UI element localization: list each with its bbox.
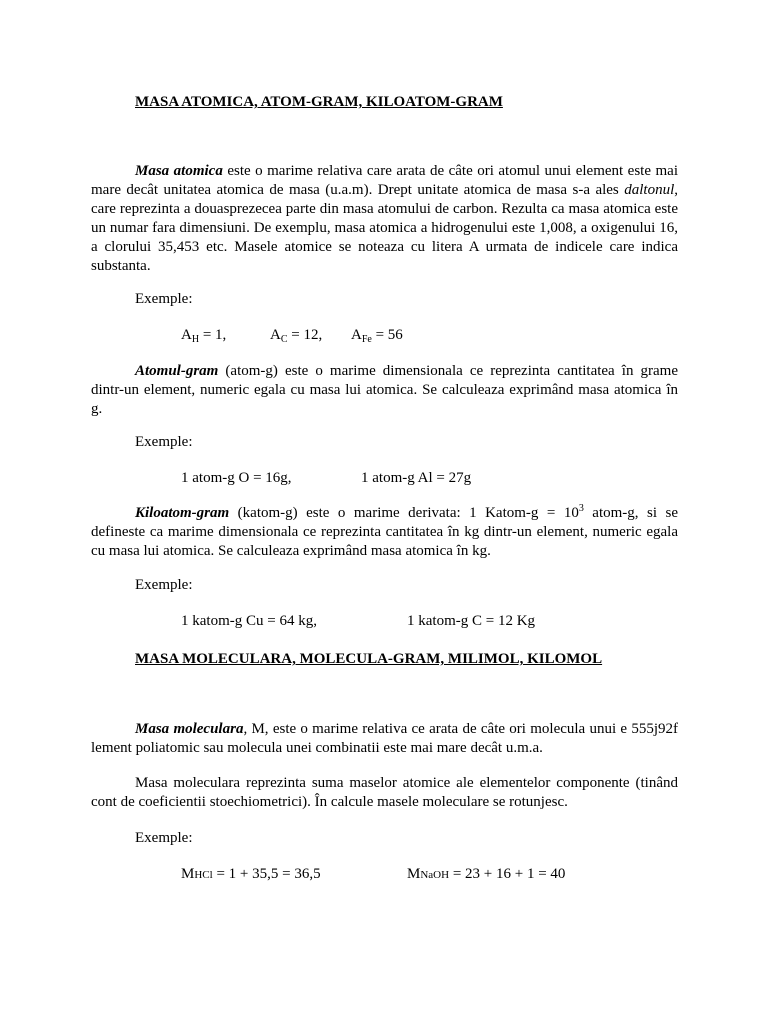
- examples-label: Exemple:: [135, 291, 193, 307]
- atomic-mass-example-fe: [351, 326, 403, 345]
- section-heading-molecular-mass: MASA MOLECULARA, MOLECULA-GRAM, MILIMOL, KILOMOL: [135, 651, 603, 667]
- text-run: este o marime relativa care arata de câte ori atomul unui element este mai: [222, 163, 678, 179]
- term-atomic-mass: Masa atomica: [135, 163, 223, 179]
- value: = 12,: [287, 327, 323, 343]
- text-run: (atom-g) este o marime dimensionala ce reprezinta cantitatea în grame: [218, 363, 678, 379]
- subscript: HCl: [194, 869, 213, 881]
- paragraph-line: g.: [91, 401, 103, 417]
- atom-gram-example-o: 1 atom-g O = 16g,: [181, 470, 292, 486]
- term-kiloatom-gram: Kiloatom-gram: [135, 505, 230, 521]
- text-run: ,: [674, 182, 678, 198]
- superscript: 3: [578, 503, 584, 514]
- paragraph-line: [91, 504, 678, 523]
- molecular-example-naoh: [407, 865, 565, 885]
- symbol: M: [407, 866, 421, 882]
- atom-gram-example-al: 1 atom-g Al = 27g: [361, 470, 472, 486]
- symbol: A: [270, 327, 281, 343]
- paragraph-line: defineste ca marime dimensionala ce reprezinta cantitatea în kg dintr-un element, numeric egala: [91, 524, 678, 540]
- atomic-mass-example-h: [181, 326, 226, 345]
- paragraph-atom-gram: [91, 362, 678, 419]
- paragraph-line: Masa moleculara reprezinta suma maselor atomice ale elementelor componente (tinând: [135, 775, 678, 791]
- paragraph-line: care reprezinta a douasprezecea parte din masa atomului de carbon. Rezulta ca masa atomica este: [91, 201, 678, 217]
- text-run: (katom-g) este o marime derivata: 1 Katom-g = 10: [229, 505, 579, 521]
- examples-label: Exemple:: [135, 434, 193, 450]
- text-run: , M, este o marime relativa ce arata de câte ori molecula unui e 555j92f: [243, 721, 678, 737]
- paragraph-line: cont de coeficientii stoechiometrici). În calcule masele moleculare se rotunjesc.: [91, 794, 568, 810]
- paragraph-line: [91, 162, 678, 181]
- text-run: mare decât unitatea atomica de masa (u.a.m). Drept unitate atomica de masa s-a ales: [91, 182, 625, 198]
- examples-label: Exemple:: [135, 830, 193, 846]
- symbol: A: [181, 327, 192, 343]
- molecular-example-hcl: [181, 865, 321, 885]
- paragraph-line: [91, 720, 678, 739]
- paragraph-kiloatom-gram: [91, 504, 678, 561]
- text-run: atom-g, si se: [583, 505, 678, 521]
- paragraph-line: substanta.: [91, 258, 151, 274]
- term-dalton: daltonul: [624, 182, 675, 198]
- paragraph-line: dintr-un element, numeric egala cu masa lui atomica. Se calculeaza exprimând masa atomica în: [91, 382, 678, 398]
- paragraph-atomic-mass: [91, 162, 678, 276]
- atomic-mass-example-c: [270, 326, 322, 345]
- paragraph-line: [91, 181, 678, 200]
- paragraph-line: a clorului 35,453 etc. Masele atomice se noteaza cu litera A urmata de indicele care indica: [91, 239, 678, 255]
- paragraph-line: cu masa lui atomica. Se calculeaza exprimând masa atomica în kg.: [91, 543, 491, 559]
- value: = 23 + 16 + 1 = 40: [449, 866, 566, 882]
- katom-example-cu: 1 katom-g Cu = 64 kg,: [181, 613, 317, 629]
- symbol: A: [351, 327, 362, 343]
- paragraph-line: lement poliatomic sau molecula unei combinatii este mai mare decât u.m.a.: [91, 740, 543, 756]
- paragraph-line: [91, 362, 678, 381]
- subscript: C: [280, 334, 288, 345]
- paragraph-molecular-mass: [91, 720, 678, 758]
- value: = 1,: [199, 327, 227, 343]
- subscript: NaOH: [420, 869, 450, 881]
- term-molecular-mass: Masa moleculara: [135, 721, 244, 737]
- subscript: Fe: [361, 334, 372, 345]
- paragraph-molecular-sum: [91, 774, 678, 812]
- symbol: M: [181, 866, 195, 882]
- value: = 1 + 35,5 = 36,5: [212, 866, 321, 882]
- katom-example-c: 1 katom-g C = 12 Kg: [407, 613, 536, 629]
- value: = 56: [371, 327, 403, 343]
- section-heading-atomic-mass: MASA ATOMICA, ATOM-GRAM, KILOATOM-GRAM: [135, 94, 503, 110]
- paragraph-line: un numar fara dimensiuni. De exemplu, masa atomica a hidrogenului este 1,008, a oxigenului 16,: [91, 220, 678, 236]
- examples-label: Exemple:: [135, 577, 193, 593]
- subscript: H: [191, 334, 200, 345]
- term-atom-gram: Atomul-gram: [135, 363, 219, 379]
